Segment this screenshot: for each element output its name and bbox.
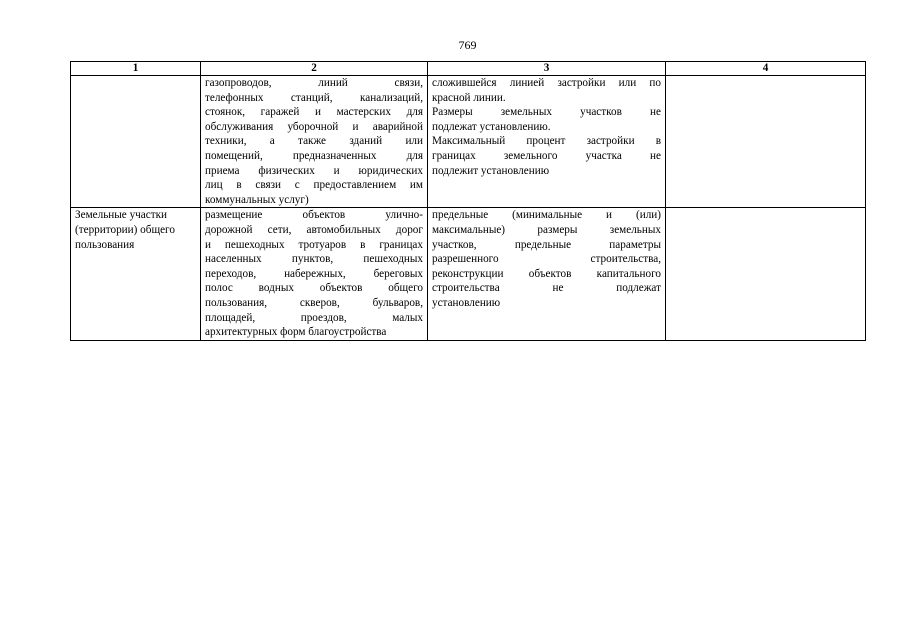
text-line: газопроводов, линий связи,	[205, 77, 423, 89]
row1-col4-cell	[666, 76, 866, 208]
page-number: 769	[458, 38, 477, 52]
row2-col2-cell	[201, 208, 428, 340]
text-line: строительства не подлежат	[432, 282, 661, 295]
text-line: Земельные участки	[75, 209, 168, 222]
table-row	[71, 76, 866, 208]
text-line: размещение объектов улично-	[205, 209, 423, 222]
text-line: разрешенного строительства,	[432, 253, 661, 266]
text-line: сложившейся линией застройки или по	[432, 77, 661, 89]
text-line: переходов, набережных, береговых	[205, 267, 423, 280]
text-line: красной линии.	[432, 91, 506, 104]
text-line: подлежит установлению	[432, 164, 550, 177]
text-line: телефонных станций, канализаций,	[205, 91, 423, 104]
text-line: участков, предельные параметры	[432, 238, 661, 251]
row1-col2-cell	[201, 76, 428, 208]
text-line: Максимальный процент застройки в	[432, 135, 661, 148]
column-header-1: 1	[71, 62, 201, 76]
text-line: установлению	[432, 296, 501, 309]
text-line: стоянок, гаражей и мастерских для	[205, 106, 423, 119]
text-line: архитектурных форм благоустройства	[205, 326, 387, 339]
column-header-3: 3	[428, 62, 666, 76]
row2-col3-cell	[428, 208, 666, 340]
text-line: пользования	[75, 238, 135, 251]
text-line: максимальные) размеры земельных	[432, 223, 661, 236]
column-header-2: 2	[201, 62, 428, 76]
text-line: населенных пунктов, пешеходных	[205, 253, 423, 266]
text-line: предельные (минимальные и (или)	[432, 209, 661, 222]
text-line: помещений, предназначенных для	[205, 149, 423, 162]
row2-col4-cell	[666, 208, 866, 340]
text-line: коммунальных услуг)	[205, 193, 309, 206]
table-header-row	[71, 62, 866, 76]
text-line: приема физических и юридических	[205, 164, 423, 177]
text-line: площадей, проездов, малых	[205, 311, 423, 324]
column-header-4: 4	[666, 62, 866, 76]
text-line: пользования, скверов, бульваров,	[205, 296, 423, 309]
regulations-table	[70, 61, 866, 341]
text-line: полос водных объектов общего	[205, 282, 423, 295]
text-line: границах земельного участка не	[432, 149, 661, 162]
text-line: реконструкции объектов капитального	[432, 267, 661, 280]
text-line: обслуживания уборочной и аварийной	[205, 120, 423, 133]
text-line: техники, а также зданий или	[205, 135, 423, 148]
text-line: дорожной сети, автомобильных дорог	[205, 223, 423, 236]
text-line: лиц в связи с предоставлением им	[205, 179, 423, 192]
text-line: и пешеходных тротуаров в границах	[205, 238, 423, 251]
text-line: Размеры земельных участков не	[432, 106, 661, 119]
row1-col3-cell	[428, 76, 666, 208]
text-line: (территории) общего	[75, 223, 175, 236]
table-row	[71, 208, 866, 340]
row2-col1-cell	[71, 208, 201, 340]
row1-col1-cell	[71, 76, 201, 208]
text-line: подлежат установлению.	[432, 120, 551, 133]
